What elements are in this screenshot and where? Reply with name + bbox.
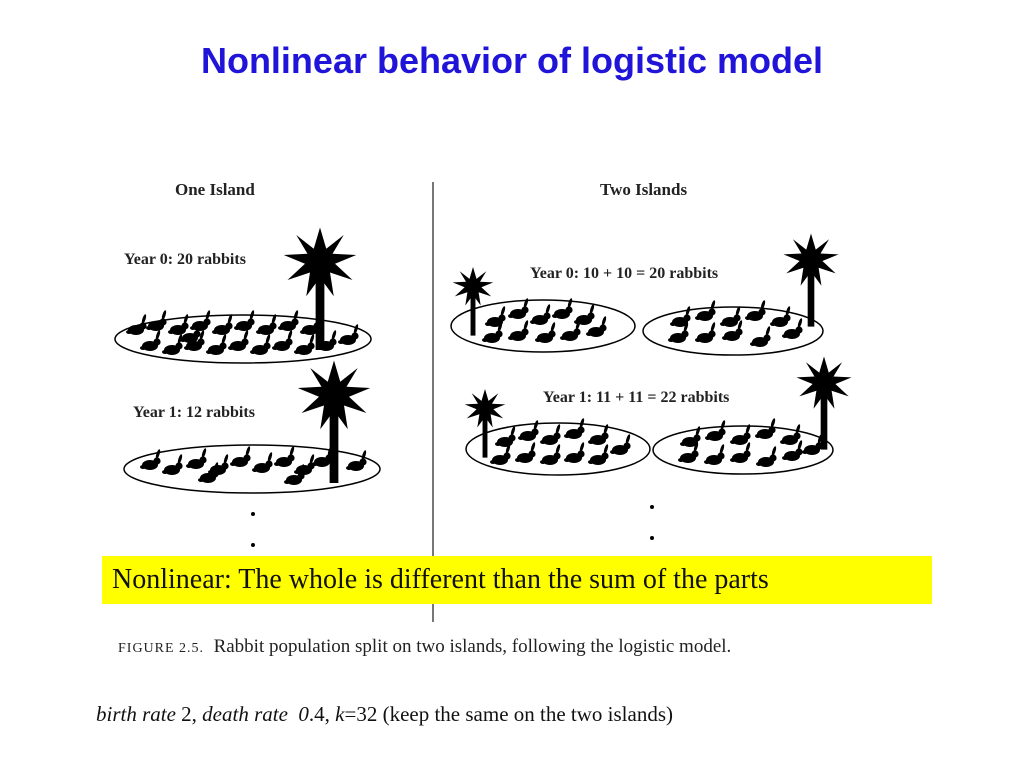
birth-rate-label: birth rate: [96, 702, 176, 726]
death-rate-value-italic: 0: [298, 702, 309, 726]
palm-tree-icon: [284, 228, 357, 351]
highlight-box: [102, 556, 932, 604]
death-rate-label: death rate: [202, 702, 288, 726]
palm-tree-icon: [796, 357, 851, 450]
birth-rate-value: 2,: [175, 702, 203, 726]
one-island-year1-label: Year 1: 12 rabbits: [133, 404, 255, 421]
two-islands-year1-label: Year 1: 11 + 11 = 22 rabbits: [543, 389, 730, 406]
two-islands-heading: Two Islands: [600, 180, 688, 199]
two-islands-year1-right-island: [653, 357, 852, 475]
one-island-year0-island: [115, 228, 371, 364]
figure-caption-text: Rabbit population split on two islands, following the logistic model.: [213, 636, 732, 657]
palm-tree-icon: [465, 389, 506, 458]
death-rate-value: .4,: [308, 702, 336, 726]
two-islands-year0-label: Year 0: 10 + 10 = 20 rabbits: [530, 265, 719, 282]
one-island-year1-island: [124, 361, 380, 494]
slide-title: Nonlinear behavior of logistic model: [200, 40, 824, 81]
parameter-note: [96, 702, 673, 727]
two-islands-year1-left-island: [465, 389, 650, 475]
highlight-text: Nonlinear: The whole is different than the sum of the parts: [112, 564, 769, 595]
k-label: k: [335, 702, 345, 726]
two-islands-year0-right-island: [643, 234, 839, 356]
k-value: =32 (keep the same on the two islands): [344, 702, 673, 726]
two-islands-year0-left-island: [451, 267, 635, 352]
figure-number: FIGURE 2.5.: [118, 641, 205, 656]
figure-caption: [118, 636, 731, 658]
one-island-heading: One Island: [175, 180, 255, 199]
one-island-year0-label: Year 0: 20 rabbits: [124, 251, 246, 268]
